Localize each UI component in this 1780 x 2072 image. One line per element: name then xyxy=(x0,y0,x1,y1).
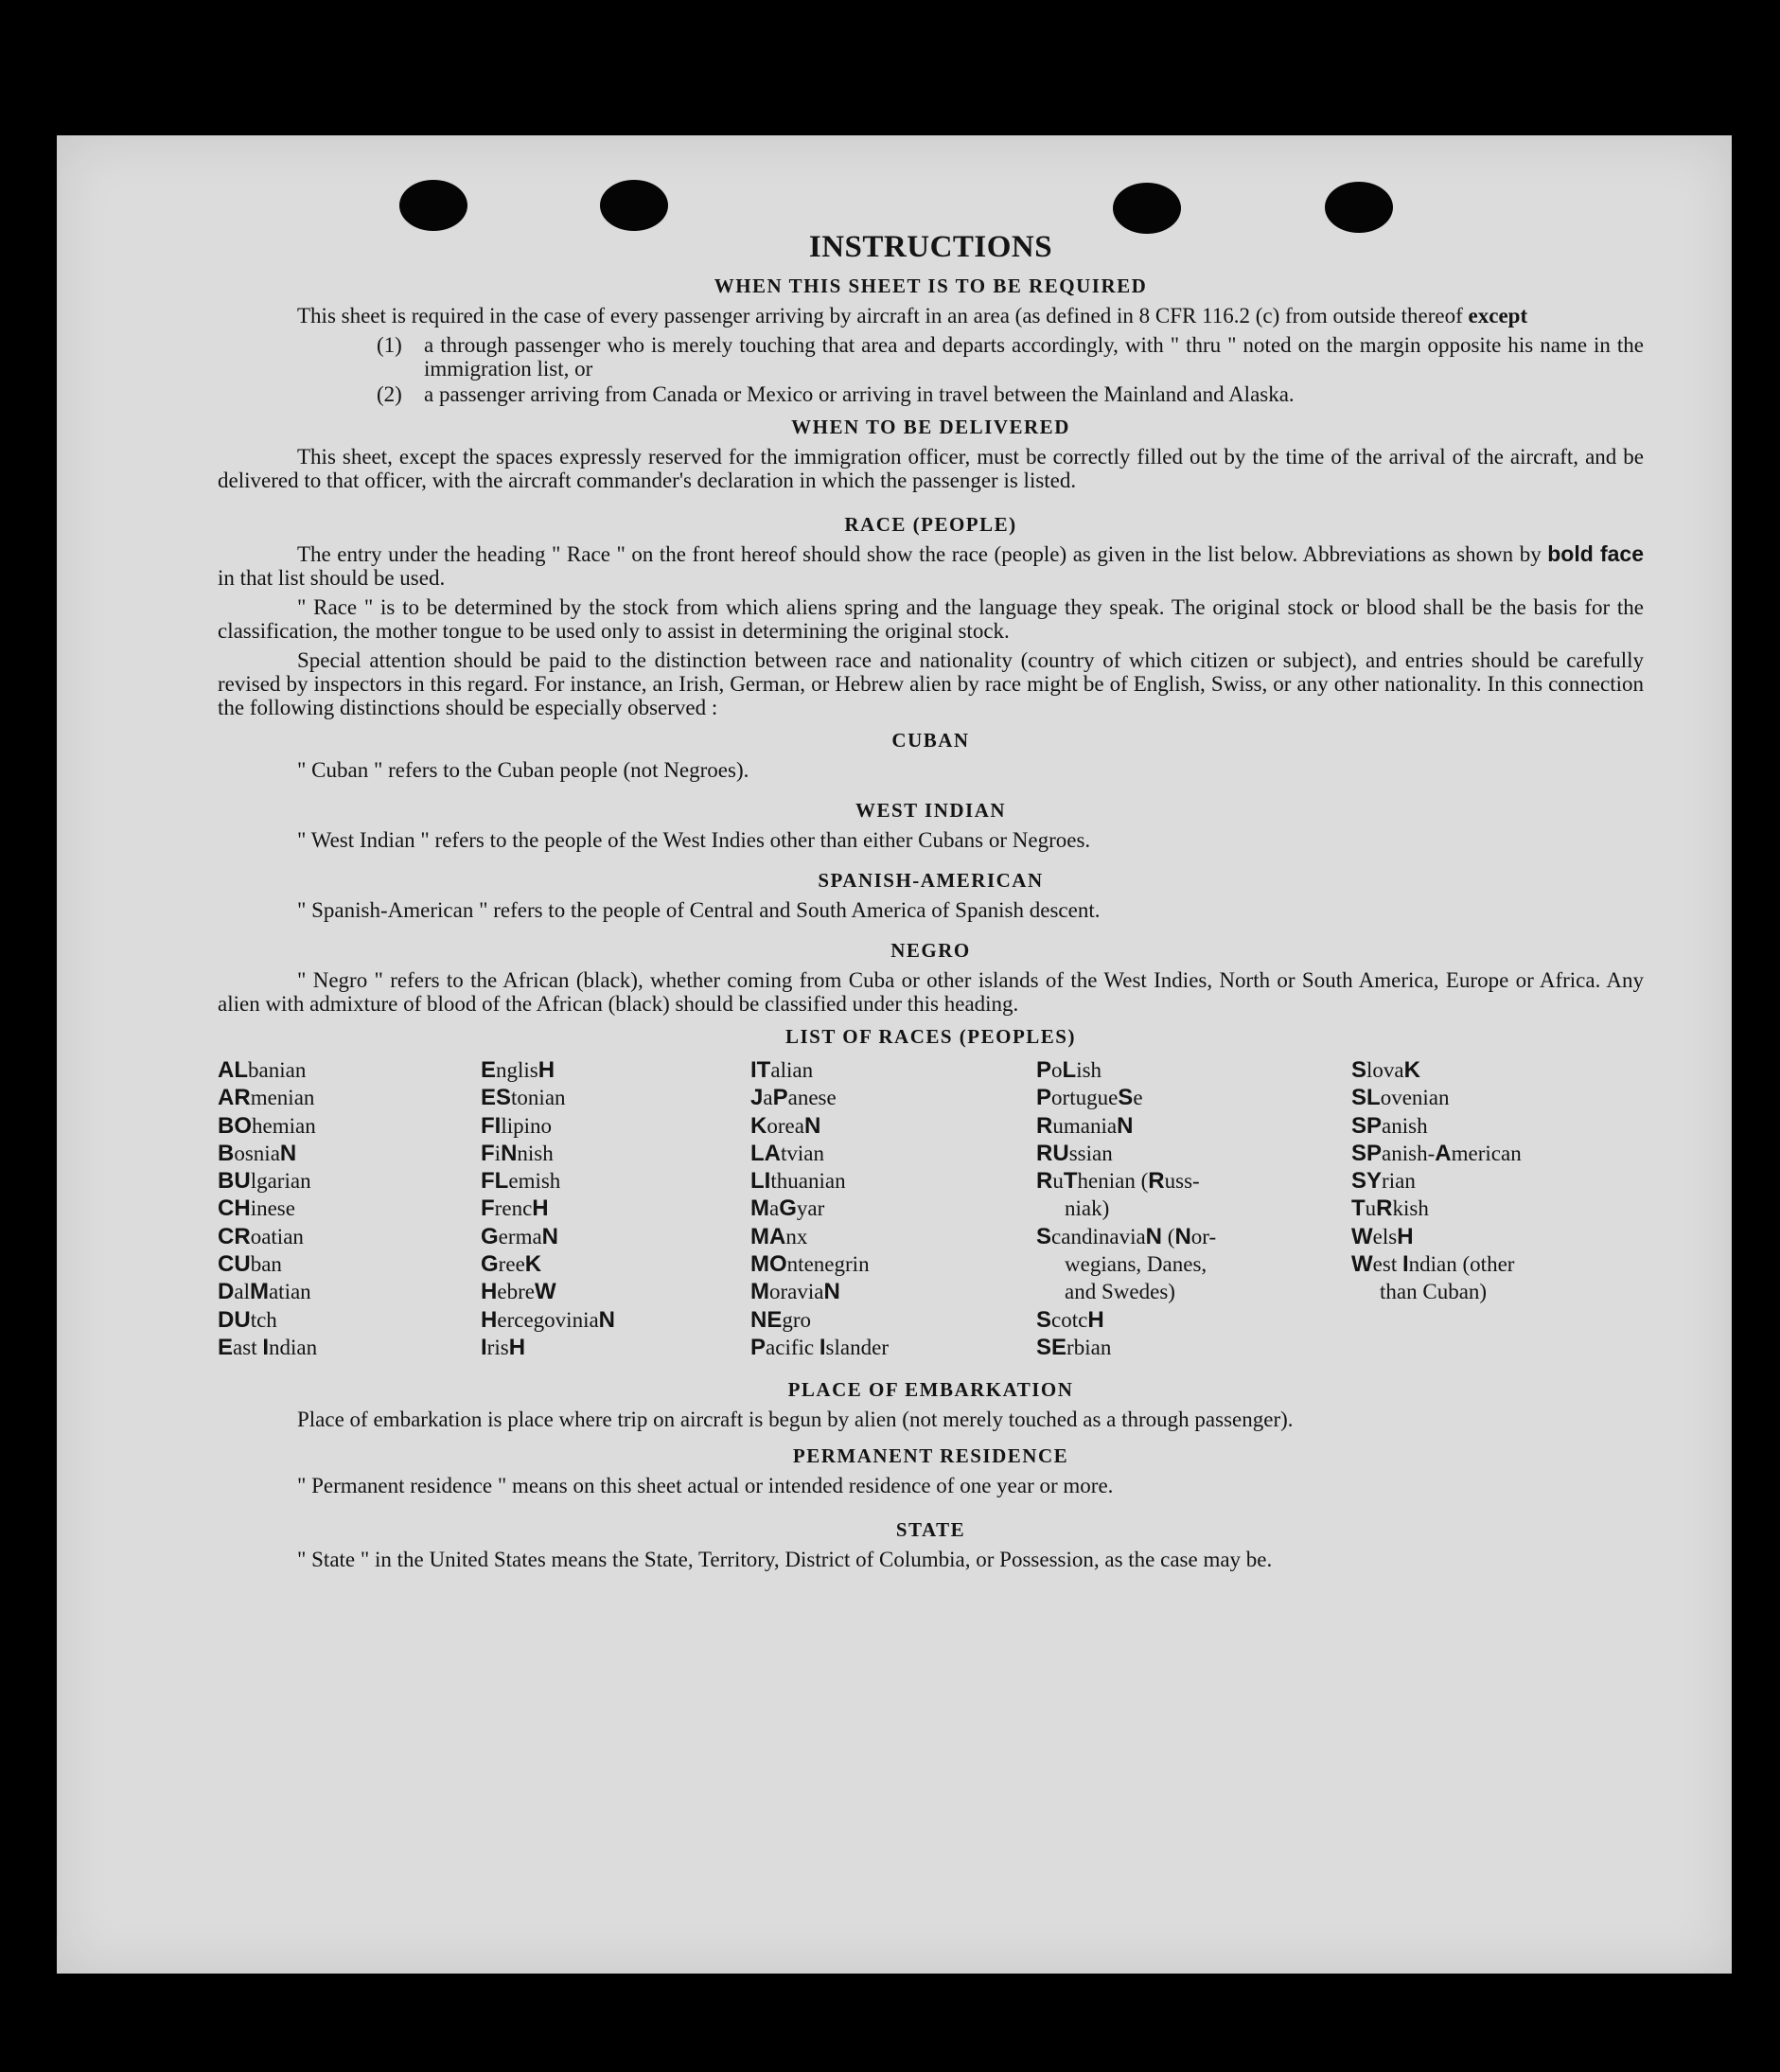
race-entry: FLemish xyxy=(481,1168,561,1195)
race-entry: FrencH xyxy=(481,1195,549,1222)
race-column xyxy=(481,1056,615,1361)
race-paragraph: Special attention should be paid to the distinction between race and nationality (country of which citizen or subject), and entries should be carefully revised by inspectors in this regard. For instance, an Irish, German, or Hebrew alien by race might be of English, Swiss, or any other nationality. In this connection the following distinctions should be especially observed : xyxy=(218,648,1644,719)
race-entry: CUban xyxy=(218,1251,282,1278)
race-entry: BosniaN xyxy=(218,1140,297,1166)
race-entry: RUssian xyxy=(1036,1140,1113,1166)
section-heading-spanish-american: SPANISH-AMERICAN xyxy=(818,869,1044,892)
negro-text: " Negro " refers to the African (black), whether coming from Cuba or other islands of the West Indies, North or South America, Europe or Africa. Any alien with admixture of blood of the African (black) should be classified under this heading. xyxy=(218,968,1644,1016)
race-entry: MOntenegrin xyxy=(750,1251,870,1278)
section-heading-required: WHEN THIS SHEET IS TO BE REQUIRED xyxy=(714,274,1148,297)
race-entry: MaGyar xyxy=(750,1195,825,1222)
section-heading-west-indian: WEST INDIAN xyxy=(855,799,1007,822)
race-entry: CHinese xyxy=(218,1195,295,1222)
race-entry: MAnx xyxy=(750,1223,808,1249)
west-indian-text: " West Indian " refers to the people of the West Indies other than either Cubans or Negroes. xyxy=(297,828,1091,852)
race-column xyxy=(750,1056,889,1361)
race-entry: than Cuban) xyxy=(1380,1280,1488,1304)
race-entry: RumaniaN xyxy=(1036,1112,1134,1139)
race-entry: GreeK xyxy=(481,1251,542,1278)
cuban-text: " Cuban " refers to the Cuban people (not Negroes). xyxy=(297,758,749,782)
exception-item: (2) a passenger arriving from Canada or Mexico or arriving in travel between the Mainland and Alaska. xyxy=(377,382,1295,406)
race-entry: PortugueSe xyxy=(1036,1085,1143,1111)
race-entry: ScandinaviaN (Nor- xyxy=(1036,1223,1217,1249)
section-heading-negro: NEGRO xyxy=(890,939,971,962)
race-entry: and Swedes) xyxy=(1065,1280,1175,1304)
race-entry: ARmenian xyxy=(218,1085,315,1111)
race-entry: ALbanian xyxy=(218,1057,307,1083)
race-entry: SlovaK xyxy=(1351,1057,1420,1083)
race-entry: West Indian (other xyxy=(1351,1251,1515,1278)
punch-hole xyxy=(600,180,668,231)
race-entry: FIlipino xyxy=(481,1112,553,1139)
page-title: INSTRUCTIONS xyxy=(808,230,1053,264)
section-heading-embarkation: PLACE OF EMBARKATION xyxy=(787,1378,1074,1401)
race-entry: KoreaN xyxy=(750,1112,821,1139)
race-entry: LAtvian xyxy=(750,1140,825,1166)
race-entry: wegians, Danes, xyxy=(1065,1252,1207,1277)
instructions-text xyxy=(218,230,1644,1577)
race-entry: SYrian xyxy=(1351,1168,1416,1195)
race-entry: GermaN xyxy=(481,1223,559,1249)
race-entry: ScotcH xyxy=(1036,1306,1104,1333)
race-entry: DalMatian xyxy=(218,1279,311,1305)
race-entry: LIthuanian xyxy=(750,1168,846,1195)
punch-hole xyxy=(399,180,467,231)
race-entry: CRoatian xyxy=(218,1223,304,1249)
race-entry: SLovenian xyxy=(1351,1085,1450,1111)
race-column xyxy=(1351,1056,1522,1306)
punch-hole xyxy=(1325,182,1393,233)
delivered-text: This sheet, except the spaces expressly reserved for the immigration officer, must be correctly filled out by the time of the arrival of the aircraft, and be delivered to that officer, with the aircraft commander's declaration in which the passenger is listed. xyxy=(218,445,1644,492)
race-entry: ITalian xyxy=(750,1057,814,1083)
race-entry: EnglisH xyxy=(481,1057,555,1083)
race-entry: Pacific Islander xyxy=(750,1334,889,1360)
race-column xyxy=(1036,1056,1216,1361)
race-entry: NEgro xyxy=(750,1306,812,1333)
race-entry: DUtch xyxy=(218,1306,277,1333)
race-entry: HercegoviniaN xyxy=(481,1306,616,1333)
race-entry: JaPanese xyxy=(750,1085,837,1111)
required-intro: This sheet is required in the case of every passenger arriving by aircraft in an area (as defined in 8 CFR 116.2 (c) from outside thereof except xyxy=(297,304,1528,328)
race-entry: FiNnish xyxy=(481,1140,554,1166)
section-heading-list-of-races: LIST OF RACES (PEOPLES) xyxy=(785,1025,1076,1048)
race-entry: PoLish xyxy=(1036,1057,1102,1083)
spanish-american-text: " Spanish-American " refers to the people of Central and South America of Spanish descent. xyxy=(297,898,1101,922)
section-heading-cuban: CUBAN xyxy=(891,729,970,752)
exception-item: (1) a through passenger who is merely touching that area and departs accordingly, with " thru " noted on the margin opposite his name in the immigration list, or xyxy=(377,333,1644,381)
race-entry: EStonian xyxy=(481,1085,566,1111)
race-entry: BUlgarian xyxy=(218,1168,311,1195)
race-entry: HebreW xyxy=(481,1279,556,1305)
race-entry: BOhemian xyxy=(218,1112,316,1139)
race-entry: East Indian xyxy=(218,1334,318,1360)
section-heading-residence: PERMANENT RESIDENCE xyxy=(792,1444,1069,1467)
race-column xyxy=(218,1056,317,1361)
state-text: " State " in the United States means the State, Territory, District of Columbia, or Possession, as the case may be. xyxy=(297,1548,1273,1571)
section-heading-state: STATE xyxy=(895,1518,966,1541)
punch-hole xyxy=(1113,183,1181,234)
race-entry: SPanish xyxy=(1351,1112,1428,1139)
race-paragraph: " Race " is to be determined by the stock from which aliens spring and the language they speak. The original stock or blood shall be the basis for the classification, the mother tongue to be used only to assist in determining the original stock. xyxy=(218,595,1644,643)
race-entry: RuThenian (Russ- xyxy=(1036,1168,1200,1195)
section-heading-delivered: WHEN TO BE DELIVERED xyxy=(791,416,1070,438)
document-sheet xyxy=(57,135,1732,1974)
embarkation-text: Place of embarkation is place where trip on aircraft is begun by alien (not merely touched as a through passenger). xyxy=(297,1408,1294,1431)
race-paragraph: The entry under the heading " Race " on the front hereof should show the race (people) as given in the list below. Abbreviations as shown by bold face in that list should be used. xyxy=(218,541,1645,590)
race-entry: MoraviaN xyxy=(750,1279,840,1305)
race-entry: SPanish-American xyxy=(1351,1140,1522,1166)
residence-text: " Permanent residence " means on this sheet actual or intended residence of one year or more. xyxy=(297,1474,1114,1497)
race-list xyxy=(218,1056,1644,1369)
race-entry: TuRkish xyxy=(1351,1195,1429,1222)
race-entry: IrisH xyxy=(481,1334,526,1360)
race-entry: WelsH xyxy=(1351,1223,1414,1249)
race-entry: niak) xyxy=(1065,1196,1110,1221)
section-heading-race: RACE (PEOPLE) xyxy=(844,513,1017,536)
race-entry: SErbian xyxy=(1036,1334,1112,1360)
